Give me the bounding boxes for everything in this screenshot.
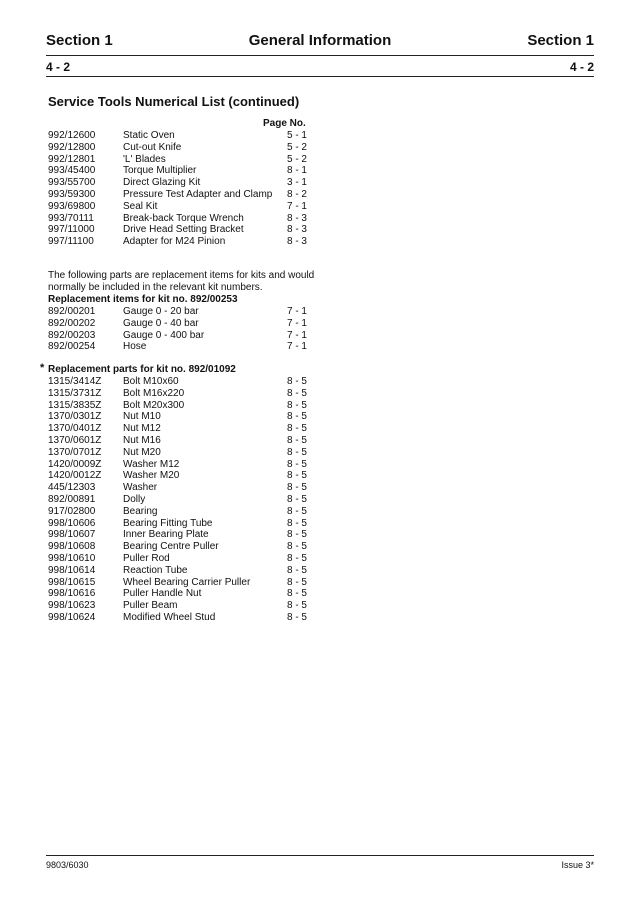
part-desc: Washer M20 [123,470,180,482]
part-desc: Puller Handle Nut [123,588,202,600]
part-page: 8 - 5 [286,482,307,494]
part-desc: Direct Glazing Kit [123,177,201,189]
part-code: 998/10607 [48,529,96,541]
part-desc: 'L' Blades [123,153,166,165]
replacement-note: The following parts are replacement items for kits and would normally be included in the relevant kit numbers. [48,270,315,293]
part-page: 8 - 5 [286,576,307,588]
part-code: 1370/0401Z [48,423,102,435]
part-code: 998/10623 [48,600,96,612]
part-desc: Seal Kit [123,200,158,212]
part-page: 8 - 3 [286,236,307,248]
part-page: 8 - 5 [286,588,307,600]
part-page: 8 - 5 [286,458,307,470]
part-page: 8 - 5 [286,399,307,411]
part-page: 7 - 1 [286,329,307,341]
part-page: 5 - 2 [286,141,307,153]
list-title: Service Tools Numerical List (continued) [48,94,300,109]
footer-issue: Issue 3* [561,860,594,870]
part-desc: Modified Wheel Stud [123,611,216,623]
part-code: 892/00201 [48,306,96,317]
part-code: 892/00203 [48,329,96,341]
part-desc: Hose [123,341,147,353]
part-code: 993/45400 [48,165,96,177]
part-desc: Gauge 0 - 40 bar [123,317,199,329]
part-page: 8 - 5 [286,529,307,541]
part-desc: Wheel Bearing Carrier Puller [123,576,251,588]
part-page: 8 - 5 [286,446,307,458]
part-page: 7 - 1 [286,306,307,317]
part-code: 1420/0009Z [48,458,102,470]
part-page: 5 - 1 [286,130,307,141]
revision-marker: * [40,362,45,374]
part-desc: Drive Head Setting Bracket [123,224,244,236]
part-page: 7 - 1 [286,317,307,329]
part-desc: Adapter for M24 Pinion [123,236,226,248]
part-desc: Bolt M20x300 [123,399,185,411]
part-code: 998/10606 [48,517,96,529]
part-desc: Bearing Centre Puller [123,541,219,553]
part-page: 8 - 5 [286,411,307,423]
part-desc: Gauge 0 - 400 bar [123,329,205,341]
part-page: 8 - 5 [286,552,307,564]
part-code: 892/00202 [48,317,96,329]
part-code: 998/10614 [48,564,96,576]
part-code: 998/10616 [48,588,96,600]
part-desc: Reaction Tube [123,564,188,576]
part-page: 8 - 5 [286,564,307,576]
part-desc: Gauge 0 - 20 bar [123,306,199,317]
kit2-heading: Replacement parts for kit no. 892/01092 [48,364,236,375]
page-header [46,30,594,52]
part-code: 993/59300 [48,188,96,200]
part-code: 993/55700 [48,177,96,189]
part-page: 8 - 1 [286,165,307,177]
part-page: 8 - 5 [286,376,307,387]
part-page: 8 - 5 [286,600,307,612]
page-no-column-label: Page No. [263,118,306,129]
part-code: 1315/3731Z [48,387,102,399]
part-code: 1370/0601Z [48,434,102,446]
part-page: 8 - 5 [286,493,307,505]
part-desc: Break-back Torque Wrench [123,212,244,224]
part-desc: Dolly [123,493,146,505]
part-code: 892/00254 [48,341,96,353]
part-page: 8 - 2 [286,188,307,200]
page-number-rule [46,76,594,77]
part-desc: Torque Multiplier [123,165,197,177]
part-desc: Bearing [123,505,158,517]
part-desc: Puller Beam [123,600,178,612]
part-code: 993/69800 [48,200,96,212]
part-code: 998/10608 [48,541,96,553]
part-desc: Puller Rod [123,552,170,564]
part-code: 992/12800 [48,141,96,153]
part-code: 1370/0701Z [48,446,102,458]
part-desc: Inner Bearing Plate [123,529,209,541]
part-page: 8 - 5 [286,470,307,482]
part-page: 8 - 5 [286,541,307,553]
part-page: 7 - 1 [286,200,307,212]
part-page: 8 - 3 [286,224,307,236]
kit1-heading: Replacement items for kit no. 892/00253 [48,294,238,305]
part-page: 8 - 5 [286,434,307,446]
part-code: 1370/0301Z [48,411,102,423]
part-desc: Bearing Fitting Tube [123,517,213,529]
header-section-left: Section 1 [46,32,113,49]
part-page: 8 - 5 [286,517,307,529]
part-code: 1315/3835Z [48,399,102,411]
part-code: 998/10615 [48,576,96,588]
footer-rule [46,855,594,856]
part-code: 992/12801 [48,153,96,165]
header-rule [46,55,594,56]
part-code: 998/10624 [48,611,96,623]
part-code: 445/12303 [48,482,96,494]
part-desc: Washer [123,482,158,494]
part-code: 892/00891 [48,493,96,505]
part-code: 1315/3414Z [48,376,102,387]
part-desc: Pressure Test Adapter and Clamp [123,188,273,200]
header-title: General Information [248,32,392,49]
part-desc: Cut-out Knife [123,141,182,153]
part-desc: Nut M20 [123,446,161,458]
part-desc: Nut M10 [123,411,161,423]
part-page: 8 - 3 [286,212,307,224]
part-code: 998/10610 [48,552,96,564]
part-desc: Bolt M10x60 [123,376,179,387]
part-desc: Static Oven [123,130,175,141]
part-desc: Nut M12 [123,423,161,435]
part-page: 3 - 1 [286,177,307,189]
footer-doc-number: 9803/6030 [46,860,89,870]
page-number-left: 4 - 2 [46,60,71,74]
part-page: 8 - 5 [286,505,307,517]
part-code: 1420/0012Z [48,470,102,482]
part-desc: Nut M16 [123,434,161,446]
part-page: 7 - 1 [286,341,307,353]
part-code: 993/70111 [48,212,94,224]
part-code: 992/12600 [48,130,96,141]
part-page: 5 - 2 [286,153,307,165]
part-page: 8 - 5 [286,423,307,435]
page-number-right: 4 - 2 [569,60,594,74]
part-desc: Washer M12 [123,458,180,470]
part-code: 997/11100 [48,236,94,248]
part-code: 917/02800 [48,505,96,517]
part-page: 8 - 5 [286,611,307,623]
header-section-right: Section 1 [527,32,594,49]
part-code: 997/11000 [48,224,95,236]
part-desc: Bolt M16x220 [123,387,185,399]
part-page: 8 - 5 [286,387,307,399]
